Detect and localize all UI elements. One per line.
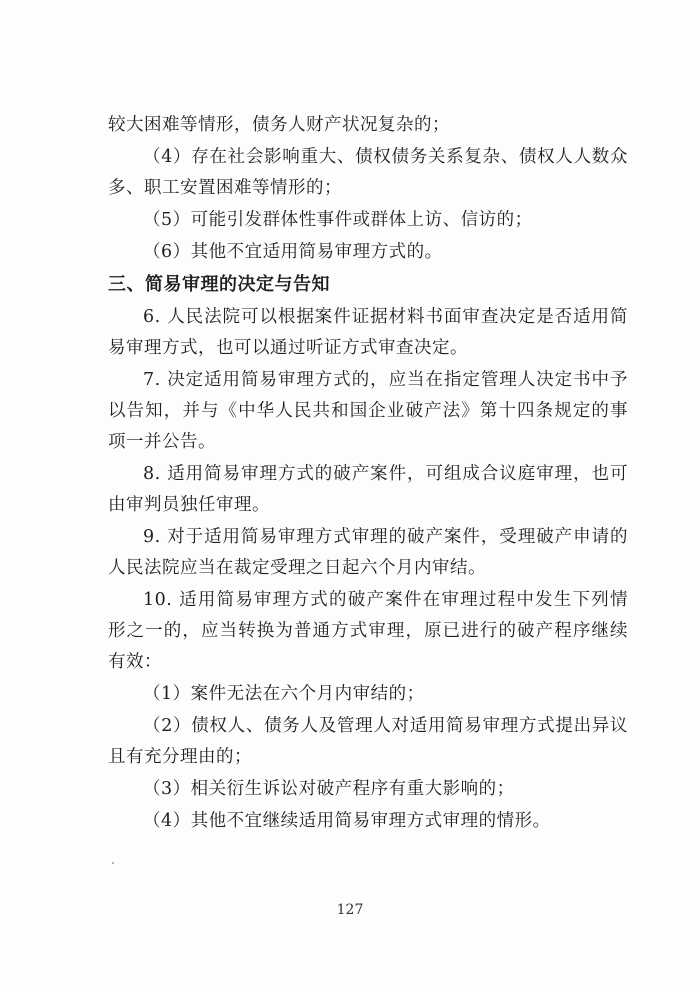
scan-speck bbox=[112, 862, 114, 864]
page-body bbox=[108, 110, 628, 838]
sub-item-1: （1）案件无法在六个月内审结的； bbox=[143, 684, 425, 704]
clause-6: 6. 人民法院可以根据案件证据材料书面审查决定是否适用简易审理方式，也可以通过听证方式审查决定。 bbox=[108, 307, 628, 358]
sub-item-2: （2）债权人、债务人及管理人对适用简易审理方式提出异议且有充分理由的； bbox=[108, 716, 628, 767]
clause-9: 9. 对于适用简易审理方式审理的破产案件，受理破产申请的人民法院应当在裁定受理之日起六个月内审结。 bbox=[108, 527, 628, 578]
list-item-4: （4）存在社会影响重大、债权债务关系复杂、债权人人数众多、职工安置困难等情形的； bbox=[108, 147, 628, 198]
list-item-6: （6）其他不宜适用简易审理方式的。 bbox=[143, 242, 443, 262]
sub-item-3: （3）相关衍生诉讼对破产程序有重大影响的； bbox=[143, 779, 515, 799]
paragraph-continuation: 较大困难等情形，债务人财产状况复杂的； bbox=[108, 115, 450, 135]
clause-10: 10. 适用简易审理方式的破产案件在审理过程中发生下列情形之一的，应当转换为普通方式审理，原已进行的破产程序继续有效： bbox=[108, 590, 628, 672]
page-number: 127 bbox=[336, 902, 364, 918]
section-heading: 三、简易审理的决定与告知 bbox=[108, 274, 330, 295]
clause-7: 7. 决定适用简易审理方式的，应当在指定管理人决定书中予以告知，并与《中华人民共和国企业破产法》第十四条规定的事项一并公告。 bbox=[108, 370, 628, 452]
clause-8: 8. 适用简易审理方式的破产案件，可组成合议庭审理，也可由审判员独任审理。 bbox=[108, 464, 628, 515]
list-item-5: （5）可能引发群体性事件或群体上访、信访的； bbox=[143, 210, 533, 230]
sub-item-4: （4）其他不宜继续适用简易审理方式审理的情形。 bbox=[143, 811, 551, 831]
